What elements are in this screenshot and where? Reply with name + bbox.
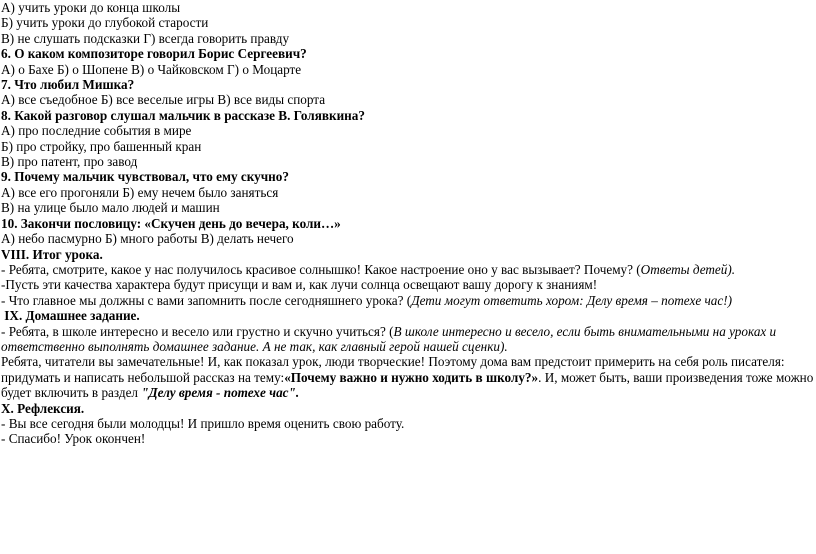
section-heading-reflection: X. Рефлексия. <box>1 400 85 416</box>
paragraph-line: Ребята, читатели вы замечательные! И, как показал урок, люди творческие! Поэтому дома вам предстоит примерить на себя роль писателя: <box>1 354 785 370</box>
paragraph-line: ответственно выполнять домашнее задание. А не так, как главный герой нашей сценки). <box>1 338 508 354</box>
paragraph-line <box>1 385 801 400</box>
italic-run: В школе интересно и весело, если быть внимательными на уроках и <box>393 323 777 339</box>
italic-run: Ответы детей). <box>640 261 736 277</box>
text-run: придумать и написать небольшой рассказ на тему: <box>1 369 285 385</box>
italic-run: Дети могут ответить хором: Делу время – потехе час!) <box>411 292 733 308</box>
answer-line: А) небо пасмурно Б) много работы В) делать нечего <box>1 231 294 247</box>
answer-line: В) на улице было мало людей и машин <box>1 200 220 216</box>
bold-run: «Почему важно и нужно ходить в школу?» <box>284 369 539 385</box>
answer-line: Б) учить уроки до глубокой старости <box>1 15 209 31</box>
paragraph-line: - Вы все сегодня были молодцы! И пришло время оценить свою работу. <box>1 415 405 431</box>
paragraph-line: - Спасибо! Урок окончен! <box>1 431 146 447</box>
paragraph-line: -Пусть эти качества характера будут присущи и вам и, как лучи солнца освещают вашу дорогу к знаниям! <box>1 277 598 293</box>
answer-line: В) не слушать подсказки Г) всегда говорить правду <box>1 30 290 46</box>
answer-line: А) про последние события в мире <box>1 123 192 139</box>
text-run: будет включить в раздел <box>1 385 142 401</box>
document-body <box>1 0 814 447</box>
text-run: - Ребята, смотрите, какое у нас получилось красивое солнышко! Какое настроение оно у вас вызывает? Почему? ( <box>1 261 641 277</box>
bold-italic-run: "Делу время - потехе час". <box>141 385 300 401</box>
paragraph-line <box>1 324 801 339</box>
section-heading-homework: IX. Домашнее задание. <box>1 308 140 324</box>
answer-line: А) учить уроки до конца школы <box>1 0 181 15</box>
text-run: . И, может быть, ваши произведения тоже можно <box>538 369 814 385</box>
question-6: 6. О каком композиторе говорил Борис Сергеевич? <box>1 46 307 62</box>
answer-line: А) все съедобное Б) все веселые игры В) все виды спорта <box>1 92 326 108</box>
question-10: 10. Закончи пословицу: «Скучен день до вечера, коли…» <box>1 215 341 231</box>
answer-line: А) о Бахе Б) о Шопене В) о Чайковском Г) о Моцарте <box>1 61 302 77</box>
paragraph-line <box>1 293 801 308</box>
section-heading-summary: VIII. Итог урока. <box>1 246 103 262</box>
answer-line: А) все его прогоняли Б) ему нечем было заняться <box>1 184 279 200</box>
answer-line: Б) про стройку, про башенный кран <box>1 138 202 154</box>
paragraph-line <box>1 262 801 277</box>
paragraph-line <box>1 369 814 385</box>
question-8: 8. Какой разговор слушал мальчик в рассказе В. Голявкина? <box>1 107 365 123</box>
text-run: - Ребята, в школе интересно и весело или грустно и скучно учиться? ( <box>1 323 394 339</box>
answer-line: В) про патент, про завод <box>1 154 138 170</box>
question-9: 9. Почему мальчик чувствовал, что ему скучно? <box>1 169 289 185</box>
text-run: - Что главное мы должны с вами запомнить после сегодняшнего урока? ( <box>1 292 412 308</box>
question-7: 7. Что любил Мишка? <box>1 77 135 93</box>
